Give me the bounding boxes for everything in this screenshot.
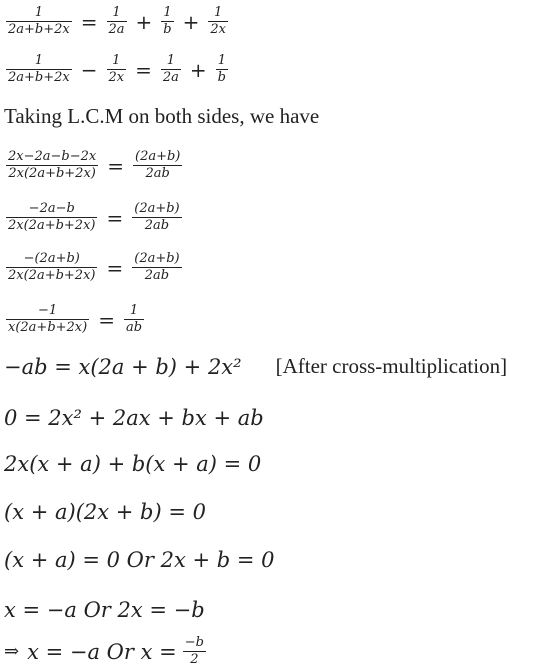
equation-line-5 [4, 202, 184, 233]
equation-line-7 [4, 304, 146, 335]
equation-line-13: x = −a Or 2x = −b [4, 598, 205, 622]
operator: = [80, 9, 98, 34]
text-line: Taking L.C.M on both sides, we have [4, 104, 320, 128]
operator: + [182, 9, 200, 34]
operator: + [135, 9, 153, 34]
fraction: $\frac{1}{2x}$ [210, 5, 226, 37]
fraction: $\frac{1}{b}$ [163, 5, 172, 37]
operator: = [107, 153, 124, 178]
equation-line-11: (x + a)(2x + b) = 0 [4, 500, 206, 524]
fraction: $\frac{-1}{x(2a+b+2x)}$ [8, 303, 88, 335]
fraction: $\frac{-b}{2}$ [184, 635, 204, 667]
operator: − [80, 57, 98, 82]
fraction: $\frac{2x-2a-b-2x}{2x(2a+b+2x)}$ [8, 149, 97, 181]
equation-line-10: 2x(x + a) + b(x + a) = 0 [4, 452, 262, 476]
operator: = [106, 205, 124, 230]
equation-line-6 [4, 252, 184, 283]
equation-line-1 [4, 6, 230, 37]
fraction: $\frac{1}{ab}$ [125, 303, 143, 335]
operator: = [106, 255, 124, 280]
fraction: $\frac{1}{2x}$ [108, 53, 125, 85]
fraction: $\frac{1}{2a}$ [162, 53, 179, 85]
fraction: $\frac{1}{b}$ [217, 53, 226, 85]
operator: = [98, 307, 115, 332]
fraction: $\frac{(2a+b)}{2ab}$ [134, 201, 180, 233]
fraction: $\frac{1}{2a}$ [108, 5, 125, 37]
fraction: $\frac{(2a+b)}{2ab}$ [134, 251, 180, 283]
fraction: $\frac{1}{2a+b+2x}$ [8, 53, 70, 85]
equation-line-9: 0 = 2x² + 2ax + bx + ab [4, 406, 264, 430]
fraction: $\frac{1}{2a+b+2x}$ [8, 5, 70, 37]
equation-line-12: (x + a) = 0 Or 2x + b = 0 [4, 548, 275, 572]
equation-line-14: ⇒ x = −a Or x = $\frac{-b}{2}$ [4, 635, 204, 667]
fraction: $\frac{(2a+b)}{2ab}$ [135, 149, 181, 181]
fraction: $\frac{-(2a+b)}{2x(2a+b+2x)}$ [8, 251, 96, 283]
fraction: $\frac{-2a-b}{2x(2a+b+2x)}$ [8, 201, 96, 233]
implies-arrow-icon: ⇒ [4, 641, 20, 662]
annotation-note: [After cross-multiplication] [275, 354, 508, 378]
operator: + [189, 57, 207, 82]
equation-line-4 [4, 150, 184, 181]
operator: = [135, 57, 152, 82]
equation-line-2 [4, 54, 230, 85]
equation-line-8: −ab = x(2a + b) + 2x² [After cross-multiplication] [4, 354, 508, 379]
